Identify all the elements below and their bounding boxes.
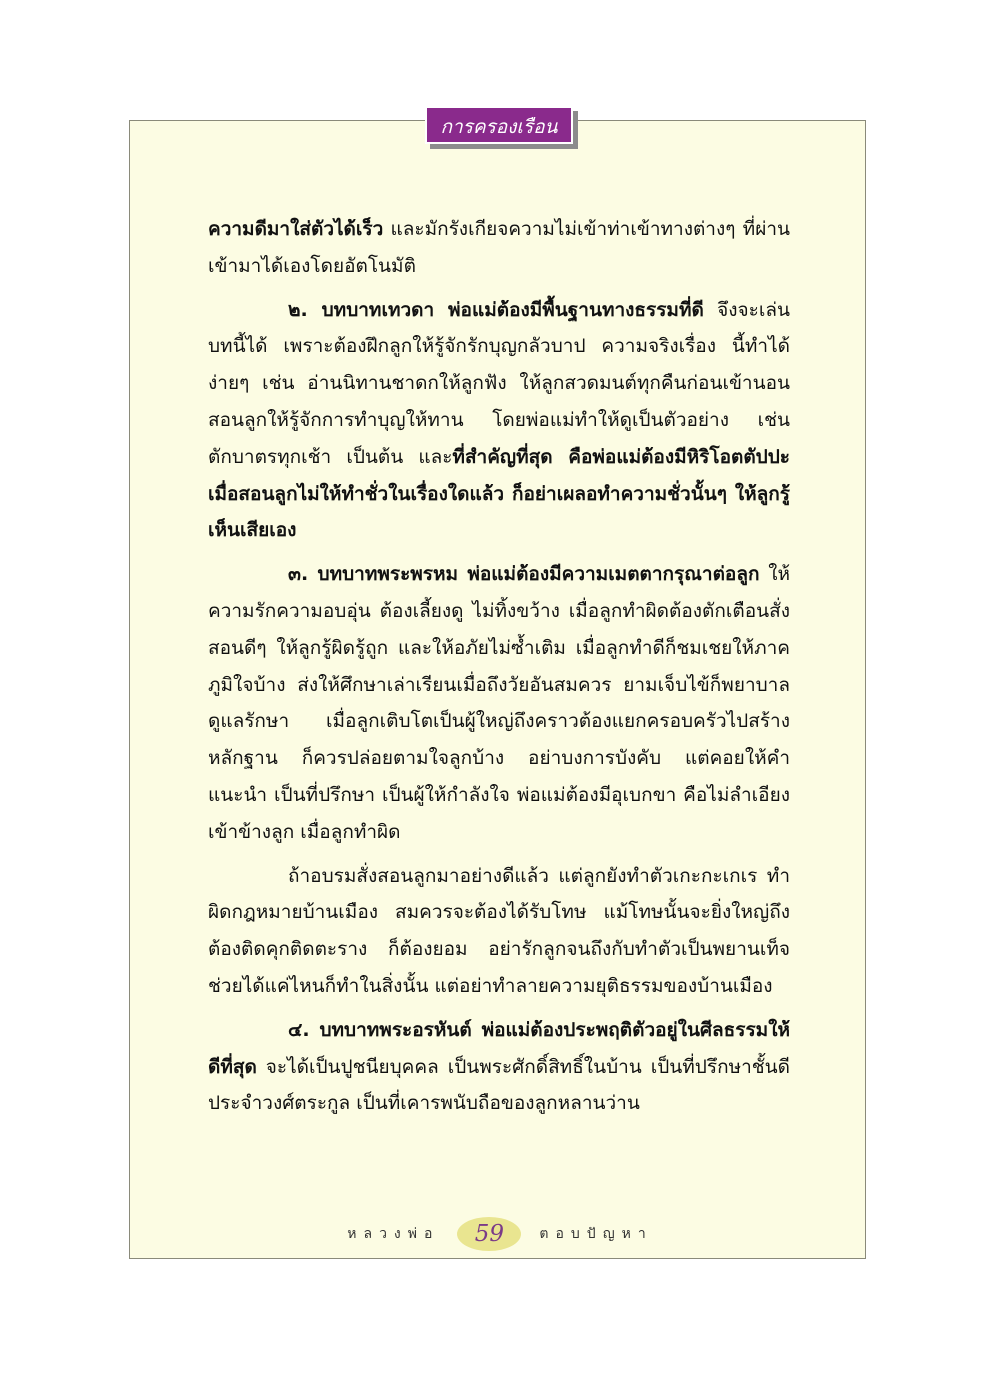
paragraph-4 xyxy=(208,858,790,1005)
paragraph-3 xyxy=(208,556,790,850)
paragraph-1 xyxy=(208,211,790,285)
paragraph-4-text: ถ้าอบรมสั่งสอนลูกมาอย่างดีแล้ว แต่ลูกยังทำตัวเกะกะเกเร ทำผิดกฎหมายบ้านเมือง สมควรจะต้องได้รับโทษ แม้โทษนั้นจะยิ่งใหญ่ถึงต้องติดคุกติดตะราง ก็ต้องยอม อย่ารักลูกจนถึงกับทำตัวเป็นพยานเท็จ ช่วยได้แค่ไหนก็ทำในสิ่งนั้น แต่อย่าทำลายความยุติธรรมของบ้านเมือง xyxy=(208,864,790,997)
paragraph-1-bold-lead: ความดีมาใส่ตัวได้เร็ว xyxy=(208,218,384,240)
paragraph-3-bold-lead: ๓. บทบาทพระพรหม พ่อแม่ต้องมีความเมตตากรุณาต่อลูก xyxy=(288,563,760,586)
body-text xyxy=(208,211,790,1122)
paragraph-2-bold-lead: ๒. บทบาทเทวดา พ่อแม่ต้องมีพื้นฐานทางธรรมที่ดี xyxy=(288,298,704,321)
chapter-title-tab: การครองเรือน xyxy=(425,106,573,144)
footer-left-text: หลวงพ่อ xyxy=(347,1226,440,1242)
footer-right-text: ตอบปัญหา xyxy=(539,1226,653,1242)
page-number: 59 xyxy=(457,1217,521,1251)
paragraph-1-text: และมักรังเกียจความไม่เข้าท่าเข้าทางต่างๆ ที่ผ่านเข้ามาได้เองโดยอัตโนมัติ xyxy=(208,218,790,277)
paragraph-2-text: จึงจะเล่นบทนี้ได้ เพราะต้องฝึกลูกให้รู้จักรักบุญกลัวบาป ความจริงเรื่อง นี้ทำได้ง่ายๆ เช่น อ่านนิทานชาดกให้ลูกฟัง ให้ลูกสวดมนต์ทุกคืนก่อนเข้านอน สอนลูกให้รู้จักการทำบุญให้ทาน โดยพ่อแม่ทำให้ดูเป็นตัวอย่าง เช่น ตักบาตรทุกเช้า เป็นต้น และ xyxy=(208,298,790,468)
paragraph-5-text: จะได้เป็นปูชนียบุคคล เป็นพระศักดิ์สิทธิ์ในบ้าน เป็นที่ปรึกษาชั้นดีประจำวงศ์ตระกูล เป็นที่เคารพนับถือของลูกหลานว่าน xyxy=(208,1055,790,1115)
page-footer xyxy=(0,1212,1000,1256)
paragraph-5-bold-lead: ๔. บทบาทพระอรหันต์ พ่อแม่ต้องประพฤติตัวอยู่ในศีลธรรมให้ดีที่สุด xyxy=(208,1018,790,1078)
paragraph-2-bold-tail: ที่สำคัญที่สุด คือพ่อแม่ต้องมีหิริโอตตัปปะ เมื่อสอนลูกไม่ให้ทำชั่วในเรื่องใดแล้ว ก็อย่าเผลอทำความชั่วนั้นๆ ให้ลูกรู้เห็นเสียเอง xyxy=(208,445,790,542)
paragraph-5 xyxy=(208,1012,790,1122)
paragraph-2 xyxy=(208,292,790,550)
paragraph-3-text: ให้ความรักความอบอุ่น ต้องเลี้ยงดู ไม่ทิ้งขว้าง เมื่อลูกทำผิดต้องตักเตือนสั่งสอนดีๆ ให้ลูกรู้ผิดรู้ถูก และให้อภัยไม่ซ้ำเติม เมื่อลูกทำดีก็ชมเชยให้ภาคภูมิใจบ้าง ส่งให้ศึกษาเล่าเรียนเมื่อถึงวัยอันสมควร ยามเจ็บไข้ก็พยาบาลดูแลรักษา เมื่อลูกเติบโตเป็นผู้ใหญ่ถึงคราวต้องแยกครอบครัวไปสร้างหลักฐาน ก็ควรปล่อยตามใจลูกบ้าง อย่าบงการบังคับ แต่คอยให้คำแนะนำ เป็นที่ปรึกษา เป็นผู้ให้กำลังใจ พ่อแม่ต้องมีอุเบกขา คือไม่ลำเอียงเข้าข้างลูก เมื่อลูกทำผิด xyxy=(208,563,790,843)
